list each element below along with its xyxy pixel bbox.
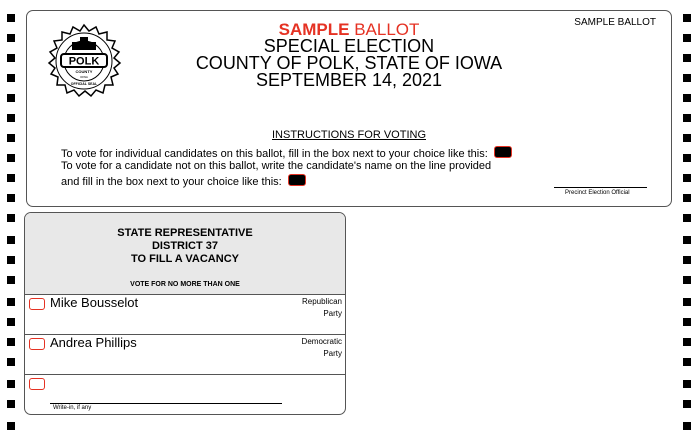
writein-input-line[interactable] [50,403,282,404]
timing-mark [7,236,15,244]
instruction-line-2: To vote for a candidate not on this ballot, write the candidate's name on the line provided [61,160,492,172]
timing-mark [683,34,691,42]
writein-row[interactable] [25,375,345,415]
timing-mark [683,134,691,142]
timing-mark [7,34,15,42]
timing-mark [7,134,15,142]
svg-text:IOWA: IOWA [80,75,88,79]
vote-checkbox[interactable] [29,298,45,310]
instruction-text-1: To vote for individual candidates on this ballot, fill in the box next to your choice like this: [61,148,488,160]
timing-mark [683,14,691,22]
timing-mark [683,276,691,284]
instructions-title: INSTRUCTIONS FOR VOTING [272,129,426,141]
timing-mark [7,14,15,22]
writein-checkbox[interactable] [29,378,45,390]
contest-title [25,227,345,266]
sample-ballot-corner-label: SAMPLE BALLOT [574,17,656,28]
party-line-1: Democratic [301,337,342,346]
contest-state-representative [24,212,346,415]
timing-mark [7,154,15,162]
timing-mark [7,114,15,122]
timing-mark [683,422,691,430]
svg-text:OFFICIAL SEAL: OFFICIAL SEAL [70,82,98,86]
timing-mark [683,256,691,264]
svg-text:POLK: POLK [68,55,100,68]
candidate-party [302,296,342,320]
timing-mark [683,338,691,346]
instruction-line-3 [61,174,306,188]
timing-mark [683,154,691,162]
timing-mark [683,114,691,122]
sample-word: SAMPLE [278,20,350,39]
timing-mark [7,194,15,202]
timing-mark [683,194,691,202]
candidate-row[interactable] [25,335,345,375]
timing-mark [7,256,15,264]
instruction-text-3: and fill in the box next to your choice like this: [61,176,282,188]
election-date: SEPTEMBER 14, 2021 [255,70,443,90]
timing-mark [7,54,15,62]
contest-title-line-2: DISTRICT 37 [151,240,218,252]
timing-mark [7,400,15,408]
election-jurisdiction: COUNTY OF POLK, STATE OF IOWA [195,53,503,73]
timing-mark [7,298,15,306]
timing-mark [683,318,691,326]
candidate-name: Andrea Phillips [50,335,137,350]
timing-mark [683,94,691,102]
ballot-title [27,21,671,89]
filled-box-example-icon [494,146,512,158]
candidate-party [302,336,342,360]
candidate-row[interactable] [25,295,345,335]
timing-mark [7,422,15,430]
timing-mark [683,54,691,62]
contest-title-line-1: STATE REPRESENTATIVE [117,227,253,239]
instruction-line-1 [61,146,512,160]
timing-mark [683,400,691,408]
party-line-2: Party [323,309,342,318]
party-line-1: Republican [301,297,342,306]
election-type: SPECIAL ELECTION [263,36,435,56]
ballot-header [26,10,672,207]
timing-mark [7,338,15,346]
timing-mark [683,174,691,182]
svg-text:COUNTY: COUNTY [75,69,93,74]
contest-header [25,213,345,295]
filled-box-example-icon [288,174,306,186]
timing-mark [683,380,691,388]
timing-mark [683,74,691,82]
timing-mark [7,214,15,222]
timing-mark [7,276,15,284]
party-line-2: Party [323,349,342,358]
timing-mark [683,358,691,366]
timing-mark [7,318,15,326]
contest-title-line-3: TO FILL A VACANCY [131,253,239,265]
timing-mark [7,94,15,102]
ballot-word: BALLOT [354,20,420,39]
timing-mark [7,74,15,82]
official-label: Precinct Election Official [565,190,630,196]
vote-for-instruction: VOTE FOR NO MORE THAN ONE [130,281,240,288]
timing-mark [683,298,691,306]
timing-mark [7,380,15,388]
vote-checkbox[interactable] [29,338,45,350]
candidate-name: Mike Bousselot [50,295,139,310]
timing-mark [683,214,691,222]
official-signature-line [554,187,647,188]
timing-mark [683,236,691,244]
timing-mark [7,174,15,182]
timing-mark [7,358,15,366]
writein-label: Write-in, if any [53,405,92,411]
